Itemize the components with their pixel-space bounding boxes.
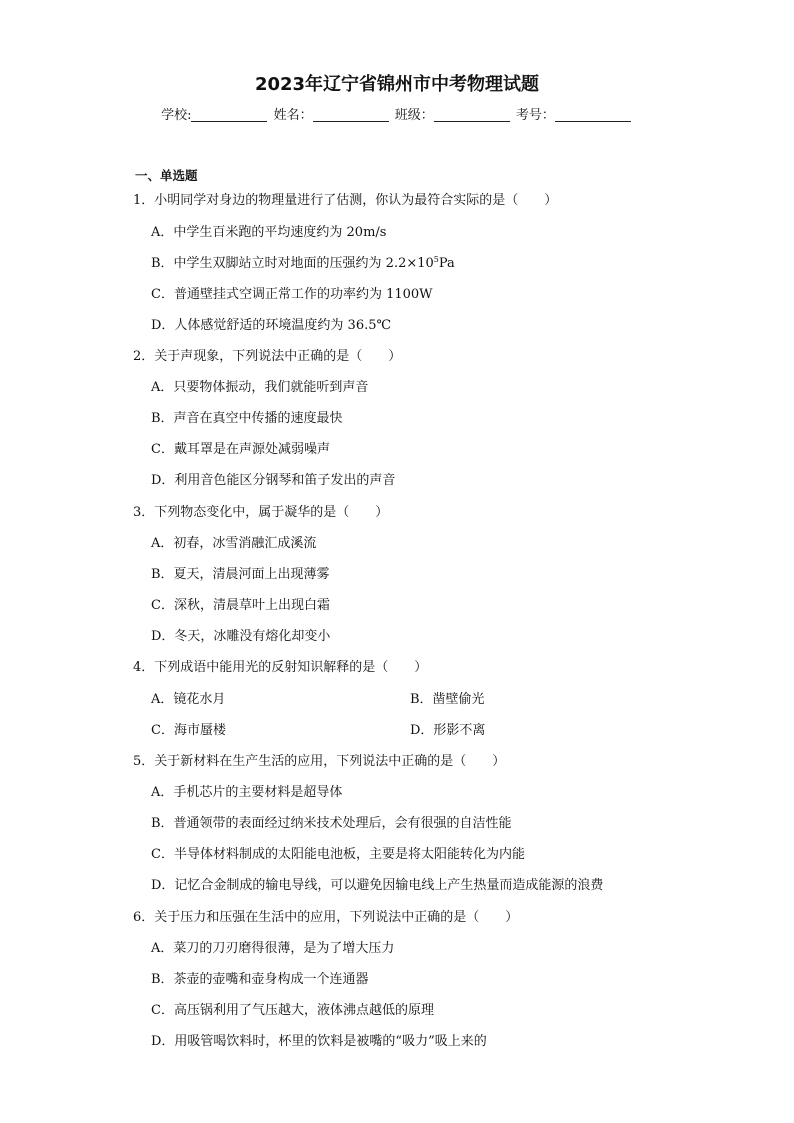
section-title: 一、单选题 xyxy=(135,168,198,183)
question-option: D．形影不离 xyxy=(410,723,486,738)
question-option: C．高压锅利用了气压越大，液体沸点越低的原理 xyxy=(151,1003,434,1018)
exam-number-label: 考号： xyxy=(515,108,555,123)
option-text: B．中学生双脚站立时对地面的压强约为 2.2×10 xyxy=(151,256,434,271)
question-option: A．只要物体振动，我们就能听到声音 xyxy=(151,380,369,395)
class-blank[interactable] xyxy=(434,107,510,122)
question-stem: 4．下列成语中能用光的反射知识解释的是（ ） xyxy=(133,660,428,675)
question-option: B．普通领带的表面经过纳米技术处理后，会有很强的自洁性能 xyxy=(151,816,512,831)
question-stem: 3．下列物态变化中，属于凝华的是（ ） xyxy=(133,505,389,520)
exam-number-blank[interactable] xyxy=(555,107,631,122)
name-label: 姓名： xyxy=(273,108,313,123)
school-label: 学校: xyxy=(161,108,192,123)
question-option: D．利用音色能区分钢琴和笛子发出的声音 xyxy=(151,473,396,488)
question-option: B．凿壁偷光 xyxy=(410,692,485,707)
question-option: D．人体感觉舒适的环境温度约为 36.5℃ xyxy=(151,318,392,333)
question-option: D．冬天，冰雕没有熔化却变小 xyxy=(151,629,331,644)
question-option: A．初春，冰雪消融汇成溪流 xyxy=(151,536,317,551)
question-stem: 2．关于声现象，下列说法中正确的是（ ） xyxy=(133,349,402,364)
class-label: 班级： xyxy=(394,108,434,123)
question-option: B．夏天，清晨河面上出现薄雾 xyxy=(151,567,330,582)
exponent: 5 xyxy=(433,255,439,264)
unit: Pa xyxy=(438,256,455,271)
student-info-row xyxy=(0,104,794,123)
question-option: C．戴耳罩是在声源处减弱噪声 xyxy=(151,442,330,457)
question-option: C．海市蜃楼 xyxy=(151,723,226,738)
question-option: D．用吸管喝饮料时，杯里的饮料是被嘴的“吸力”吸上来的 xyxy=(151,1034,487,1049)
question-stem: 6．关于压力和压强在生活中的应用，下列说法中正确的是（ ） xyxy=(133,910,519,925)
page-title: 2023年辽宁省锦州市中考物理试题 xyxy=(254,74,540,95)
question-option: A．中学生百米跑的平均速度约为 20m/s xyxy=(151,225,387,240)
question-option: B．茶壶的壶嘴和壶身构成一个连通器 xyxy=(151,972,369,987)
question-option: C．普通壁挂式空调正常工作的功率约为 1100W xyxy=(151,287,433,302)
question-option: D．记忆合金制成的输电导线，可以避免因输电线上产生热量而造成能源的浪费 xyxy=(151,878,604,893)
name-blank[interactable] xyxy=(313,107,389,122)
question-option: A．菜刀的刀刃磨得很薄，是为了增大压力 xyxy=(151,941,395,956)
question-stem: 5．关于新材料在生产生活的应用，下列说法中正确的是（ ） xyxy=(133,754,506,769)
question-option: C．深秋，清晨草叶上出现白霜 xyxy=(151,598,330,613)
question-option: B．声音在真空中传播的速度最快 xyxy=(151,411,343,426)
question-option: A．镜花水月 xyxy=(151,692,226,707)
question-option: C．半导体材料制成的太阳能电池板，主要是将太阳能转化为内能 xyxy=(151,847,525,862)
question-stem: 1．小明同学对身边的物理量进行了估测，你认为最符合实际的是（ ） xyxy=(133,193,558,208)
question-option xyxy=(151,256,455,272)
question-option: A．手机芯片的主要材料是超导体 xyxy=(151,785,343,800)
school-blank[interactable] xyxy=(191,107,267,122)
